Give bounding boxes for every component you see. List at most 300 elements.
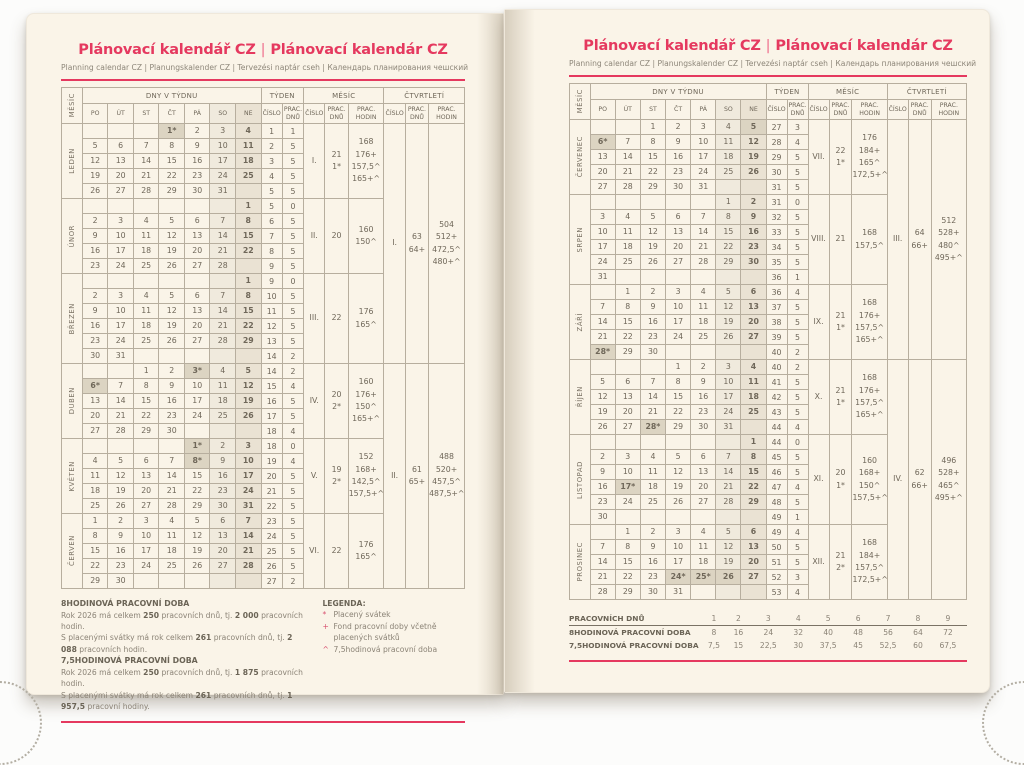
month-workdays-line: 1*	[332, 162, 341, 171]
month-workhours-cell	[348, 514, 384, 589]
worktime-value: 261	[195, 633, 212, 643]
day-cell: 24	[666, 330, 691, 345]
title-rule	[61, 79, 465, 81]
day-cell: 2	[640, 525, 665, 540]
quarter-workhours-line: 495+^	[934, 492, 963, 502]
week-workdays-cell: 0	[282, 274, 303, 289]
header-mesic-label: MĚSÍC	[575, 89, 584, 114]
month-workhours-cell	[852, 360, 887, 435]
week-number-cell: 49	[766, 510, 787, 525]
header-week-group: TÝDEN	[261, 88, 304, 104]
week-workdays-cell: 4	[787, 135, 808, 150]
day-cell	[716, 510, 741, 525]
week-workdays-cell: 5	[282, 529, 303, 544]
week-workdays-cell: 5	[282, 334, 303, 349]
day-cell: 26	[590, 420, 615, 435]
page-subtitle: Planning calendar CZ | Planungskalender CZ | Tervezési naptár cseh | Календарь планирования чешский	[569, 59, 977, 68]
day-cell: 7	[716, 450, 741, 465]
day-cell	[615, 195, 640, 210]
month-name: ZÁŘÍ	[575, 312, 584, 332]
month-workhours-line: 176+	[355, 389, 377, 399]
week-number-cell: 9	[261, 259, 282, 274]
day-cell: 2	[640, 285, 665, 300]
day-cell: 8	[82, 529, 108, 544]
day-cell: 23	[640, 570, 665, 585]
day-cell: 8	[235, 214, 261, 229]
day-cell	[184, 424, 210, 439]
day-cell: 8	[159, 139, 185, 154]
week-number-cell: 3	[261, 154, 282, 169]
quarter-workhours-cell	[931, 360, 966, 600]
day-cell: 5	[716, 525, 741, 540]
day-cell: 22	[235, 244, 261, 259]
row-value: 24	[763, 628, 774, 637]
worktime-value: 2 088	[61, 633, 293, 654]
month-workhours-cell	[852, 285, 887, 360]
quarter-workhours-line: 512	[941, 215, 957, 225]
day-cell: 2	[666, 120, 691, 135]
day-cell: 29	[184, 499, 210, 514]
row-value: 40	[823, 628, 834, 637]
day-cell: 3	[133, 514, 159, 529]
day-cell: 23	[159, 409, 185, 424]
day-cell	[108, 124, 134, 139]
week-workdays-cell: 5	[282, 229, 303, 244]
day-cell: 31	[108, 349, 134, 364]
day-cell: 18	[691, 315, 716, 330]
planning-table	[61, 87, 465, 589]
day-cell: 16	[82, 319, 108, 334]
day-cell: 3	[108, 289, 134, 304]
week-workdays-cell: 4	[282, 379, 303, 394]
week-workdays-cell: 5	[787, 300, 808, 315]
day-cell: 19	[666, 480, 691, 495]
day-cell: 24	[235, 484, 261, 499]
month-label-wrap	[570, 461, 590, 499]
day-cell: 20	[210, 544, 236, 559]
row-value: 30	[793, 641, 804, 650]
month-workhours-line: 165^	[858, 158, 881, 167]
month-workdays-line: 20	[331, 230, 342, 240]
month-number-cell: IV.	[304, 364, 325, 439]
header-mesic-label: MĚSÍC	[67, 93, 76, 118]
day-cell: 20	[108, 169, 134, 184]
day-cell: 27	[590, 180, 615, 195]
header-day-ne: NE	[235, 104, 261, 124]
month-workdays-cell	[325, 364, 348, 439]
week-number-cell: 29	[766, 150, 787, 165]
day-cell: 7	[590, 540, 615, 555]
day-cell: 24	[133, 559, 159, 574]
day-cell: 13	[133, 469, 159, 484]
day-cell: 28	[716, 495, 741, 510]
day-cell: 14	[108, 394, 134, 409]
week-workdays-cell: 5	[787, 390, 808, 405]
quarter-workhours-line: 472,5^	[432, 244, 461, 254]
week-workdays-cell: 5	[787, 165, 808, 180]
day-cell: 1	[615, 285, 640, 300]
day-cell	[615, 270, 640, 285]
month-workdays-line: 1*	[836, 398, 845, 407]
day-cell: 15	[235, 304, 261, 319]
day-cell	[615, 120, 640, 135]
day-cell: 17*	[615, 480, 640, 495]
day-cell: 28	[210, 259, 236, 274]
day-cell: 9	[741, 210, 766, 225]
day-cell: 8	[133, 379, 159, 394]
day-cell: 30	[210, 499, 236, 514]
page-right-inner	[505, 10, 989, 692]
month-label	[570, 120, 591, 195]
day-cell: 10	[235, 454, 261, 469]
month-workhours-line: 165+^	[352, 174, 381, 184]
day-cell	[640, 435, 665, 450]
day-cell: 8	[640, 135, 665, 150]
week-number-cell: 38	[766, 315, 787, 330]
day-cell: 18	[691, 555, 716, 570]
day-cell	[82, 364, 108, 379]
day-cell: 15	[184, 469, 210, 484]
table-head	[570, 84, 967, 120]
day-cell: 20	[666, 240, 691, 255]
day-cell: 26	[235, 409, 261, 424]
day-cell: 1	[82, 514, 108, 529]
day-cell: 15	[716, 225, 741, 240]
week-number-cell: 21	[261, 484, 282, 499]
day-cell: 6	[184, 289, 210, 304]
day-cell: 3	[235, 439, 261, 454]
header-month-prac-hodin: PRAC. HODIN	[348, 104, 384, 124]
worktime-summary	[61, 598, 310, 713]
week-workdays-cell: 5	[787, 540, 808, 555]
worktime-text: pracovních dnů, tj.	[159, 610, 235, 620]
day-cell	[82, 439, 108, 454]
month-name: KVĚTEN	[67, 460, 76, 492]
day-cell: 13	[184, 304, 210, 319]
header-month-col	[570, 84, 591, 120]
month-label-wrap	[570, 386, 590, 407]
day-cell: 7	[133, 139, 159, 154]
month-workhours-line: 184+	[858, 145, 881, 155]
day-cell: 25	[716, 165, 741, 180]
month-workhours-line: 165+^	[855, 335, 884, 345]
month-workdays-cell	[325, 514, 348, 589]
week-number-cell: 10	[261, 289, 282, 304]
title-slovak: Plánovací kalendár CZ	[775, 38, 953, 54]
quarter-workhours-line: 488	[439, 452, 454, 462]
day-cell: 13	[210, 529, 236, 544]
day-cell: 1	[133, 364, 159, 379]
week-workdays-cell: 2	[282, 349, 303, 364]
day-cell: 15	[615, 315, 640, 330]
quarter-workdays-line: 64+	[408, 244, 426, 254]
week-workdays-cell: 2	[787, 360, 808, 375]
month-number-cell: II.	[304, 199, 325, 274]
day-cell: 25	[235, 169, 261, 184]
day-cell: 31	[210, 184, 236, 199]
week-number-cell: 42	[766, 390, 787, 405]
week-workdays-cell: 5	[282, 319, 303, 334]
workdays-hours-row	[569, 612, 967, 626]
week-number-cell: 18	[261, 424, 282, 439]
day-cell: 7	[691, 210, 716, 225]
day-cell	[108, 199, 134, 214]
week-workdays-cell: 5	[282, 469, 303, 484]
day-cell: 3	[210, 124, 236, 139]
day-cell: 16	[108, 544, 134, 559]
title-czech: Plánovací kalendář CZ	[583, 38, 761, 54]
row-label: 8HODINOVÁ PRACOVNÍ DOBA	[569, 628, 691, 637]
day-cell: 14	[590, 555, 615, 570]
month-workdays-line: 21	[331, 149, 342, 159]
week-workdays-cell: 4	[787, 585, 808, 600]
legend-text: Placený svátek	[333, 610, 391, 620]
month-workhours-line: 176+	[858, 310, 881, 320]
day-cell	[691, 270, 716, 285]
row-label: 7,5HODINOVÁ PRACOVNÍ DOBA	[569, 641, 699, 650]
day-cell	[741, 510, 766, 525]
day-cell: 8	[716, 210, 741, 225]
week-number-cell: 52	[766, 570, 787, 585]
week-workdays-cell: 5	[787, 450, 808, 465]
day-cell: 27	[133, 499, 159, 514]
day-cell: 12	[159, 229, 185, 244]
week-workdays-cell: 5	[282, 259, 303, 274]
worktime-line	[61, 632, 310, 655]
day-cell: 28	[210, 334, 236, 349]
day-cell: 29	[716, 255, 741, 270]
quarter-number-cell: II.	[384, 364, 405, 589]
day-cell	[666, 510, 691, 525]
day-cell: 12	[184, 529, 210, 544]
day-cell: 9	[82, 304, 108, 319]
day-cell: 14	[615, 150, 640, 165]
day-cell: 16	[184, 154, 210, 169]
day-cell: 26	[108, 499, 134, 514]
day-cell: 3	[716, 360, 741, 375]
week-number-cell: 36	[766, 285, 787, 300]
header-days-group: DNY V TÝDNU	[590, 84, 766, 100]
row-value: 16	[733, 628, 744, 637]
header-day-po: PO	[590, 100, 615, 120]
day-cell: 4	[615, 210, 640, 225]
day-cell	[184, 274, 210, 289]
day-cell	[590, 525, 615, 540]
header-day-pá: PÁ	[691, 100, 716, 120]
day-cell: 17	[590, 240, 615, 255]
day-cell: 7	[108, 379, 134, 394]
legend-symbol: ^	[322, 644, 329, 654]
day-cell: 30	[590, 510, 615, 525]
row-value: 67,5	[939, 641, 957, 650]
month-workdays-cell	[325, 439, 348, 514]
week-workdays-cell: 5	[787, 405, 808, 420]
quarter-workdays-cell	[405, 364, 428, 589]
day-cell: 26	[82, 184, 108, 199]
month-label-wrap	[62, 461, 82, 492]
month-workdays-line: 1*	[836, 323, 845, 332]
month-workdays-cell	[829, 525, 852, 600]
day-cell: 1*	[159, 124, 185, 139]
week-workdays-cell: 1	[787, 270, 808, 285]
day-cell: 10	[666, 300, 691, 315]
day-cell: 24	[590, 255, 615, 270]
quarter-workdays-line: 63	[411, 232, 422, 242]
month-workhours-cell	[348, 439, 384, 514]
day-cell: 2	[159, 364, 185, 379]
week-number-cell: 35	[766, 255, 787, 270]
week-number-cell: 16	[261, 394, 282, 409]
day-cell: 5	[716, 285, 741, 300]
day-cell: 19	[590, 405, 615, 420]
day-cell: 4	[82, 454, 108, 469]
day-cell	[108, 274, 134, 289]
day-cell: 17	[184, 394, 210, 409]
week-workdays-cell: 3	[787, 120, 808, 135]
day-cell: 19	[716, 555, 741, 570]
day-cell: 24	[615, 495, 640, 510]
month-workhours-line: 168	[862, 538, 878, 548]
day-cell: 10	[210, 139, 236, 154]
day-cell: 12	[108, 469, 134, 484]
day-cell: 1	[235, 199, 261, 214]
worktime-line	[61, 610, 310, 633]
day-cell: 13	[691, 465, 716, 480]
day-cell: 6	[615, 375, 640, 390]
day-cell: 9	[184, 139, 210, 154]
day-cell: 3	[108, 214, 134, 229]
day-cell: 29	[615, 345, 640, 360]
header-quarter-prac-dnu: PRAC. DNŮ	[405, 104, 428, 124]
day-cell: 31	[716, 420, 741, 435]
day-cell: 22	[716, 240, 741, 255]
month-label-wrap	[570, 136, 590, 177]
week-workdays-cell: 0	[787, 195, 808, 210]
day-cell: 28	[590, 585, 615, 600]
day-cell: 11	[640, 465, 665, 480]
day-cell: 19	[640, 240, 665, 255]
day-cell: 21	[133, 169, 159, 184]
day-cell: 28	[691, 255, 716, 270]
day-cell: 30	[640, 345, 665, 360]
month-workhours-cell	[852, 435, 887, 525]
day-cell: 8	[666, 375, 691, 390]
week-workdays-cell: 5	[787, 555, 808, 570]
day-cell: 6*	[82, 379, 108, 394]
day-cell: 17	[235, 469, 261, 484]
header-day-po: PO	[82, 104, 108, 124]
month-workdays-line: 21	[835, 310, 846, 320]
week-workdays-cell: 5	[282, 544, 303, 559]
day-cell: 18	[133, 244, 159, 259]
day-cell: 1	[666, 360, 691, 375]
day-cell: 22	[235, 319, 261, 334]
quarter-workdays-cell	[908, 120, 931, 360]
day-cell: 25	[741, 405, 766, 420]
day-cell: 23	[640, 330, 665, 345]
day-cell: 30	[666, 180, 691, 195]
day-cell: 8	[615, 300, 640, 315]
day-cell: 20	[691, 480, 716, 495]
day-cell: 5	[640, 210, 665, 225]
day-cell: 17	[210, 154, 236, 169]
week-number-cell: 31	[766, 195, 787, 210]
worktime-text: pracovních hodin.	[61, 667, 303, 689]
month-workdays-line: 1*	[836, 158, 845, 167]
header-month-col	[62, 88, 83, 124]
day-cell: 7	[615, 135, 640, 150]
day-cell: 24	[716, 405, 741, 420]
month-number-cell: IX.	[808, 285, 829, 360]
quarter-number-cell: III.	[887, 120, 908, 360]
day-cell: 17	[691, 150, 716, 165]
page-left-content	[61, 42, 469, 723]
week-workdays-cell: 3	[787, 570, 808, 585]
quarter-workhours-cell	[429, 364, 465, 589]
day-cell: 31	[235, 499, 261, 514]
header-day-út: ÚT	[108, 104, 134, 124]
month-label	[570, 525, 591, 600]
week-workdays-cell: 1	[787, 510, 808, 525]
day-cell	[159, 199, 185, 214]
week-workdays-cell: 5	[282, 559, 303, 574]
day-cell: 29	[235, 334, 261, 349]
week-workdays-cell: 5	[787, 225, 808, 240]
week-number-cell: 41	[766, 375, 787, 390]
day-cell	[590, 285, 615, 300]
day-cell: 9	[590, 465, 615, 480]
day-cell: 17	[666, 555, 691, 570]
week-workdays-cell: 5	[282, 409, 303, 424]
day-cell: 28	[235, 559, 261, 574]
day-cell: 11	[133, 229, 159, 244]
month-label	[62, 439, 83, 514]
month-label-wrap	[62, 225, 82, 248]
day-cell	[210, 574, 236, 589]
day-cell: 13	[615, 390, 640, 405]
day-cell: 26	[666, 495, 691, 510]
quarter-workhours-cell	[931, 120, 966, 360]
title-separator: |	[260, 42, 266, 58]
day-cell: 5	[159, 289, 185, 304]
row-value: 8	[907, 612, 929, 626]
day-cell: 26	[159, 334, 185, 349]
day-cell: 14	[210, 229, 236, 244]
row-value: 3	[749, 612, 787, 626]
day-cell: 24*	[666, 570, 691, 585]
week-workdays-cell: 5	[282, 484, 303, 499]
month-workhours-line: 157,5+^	[348, 489, 385, 499]
row-value: 22,5	[759, 641, 777, 650]
day-cell: 13	[108, 154, 134, 169]
day-cell	[133, 439, 159, 454]
day-cell: 3	[666, 525, 691, 540]
day-cell	[640, 195, 665, 210]
day-cell: 1*	[184, 439, 210, 454]
day-cell	[159, 574, 185, 589]
week-workdays-cell: 0	[787, 435, 808, 450]
header-day-so: SO	[716, 100, 741, 120]
day-cell: 3	[590, 210, 615, 225]
footer-rule-right	[569, 660, 967, 662]
day-cell	[159, 439, 185, 454]
page-left-inner	[27, 14, 503, 712]
month-workhours-line: 168	[862, 228, 878, 238]
day-cell	[159, 274, 185, 289]
page-left	[26, 13, 504, 712]
header-day-st: ST	[133, 104, 159, 124]
month-workdays-line: 22	[331, 313, 342, 323]
